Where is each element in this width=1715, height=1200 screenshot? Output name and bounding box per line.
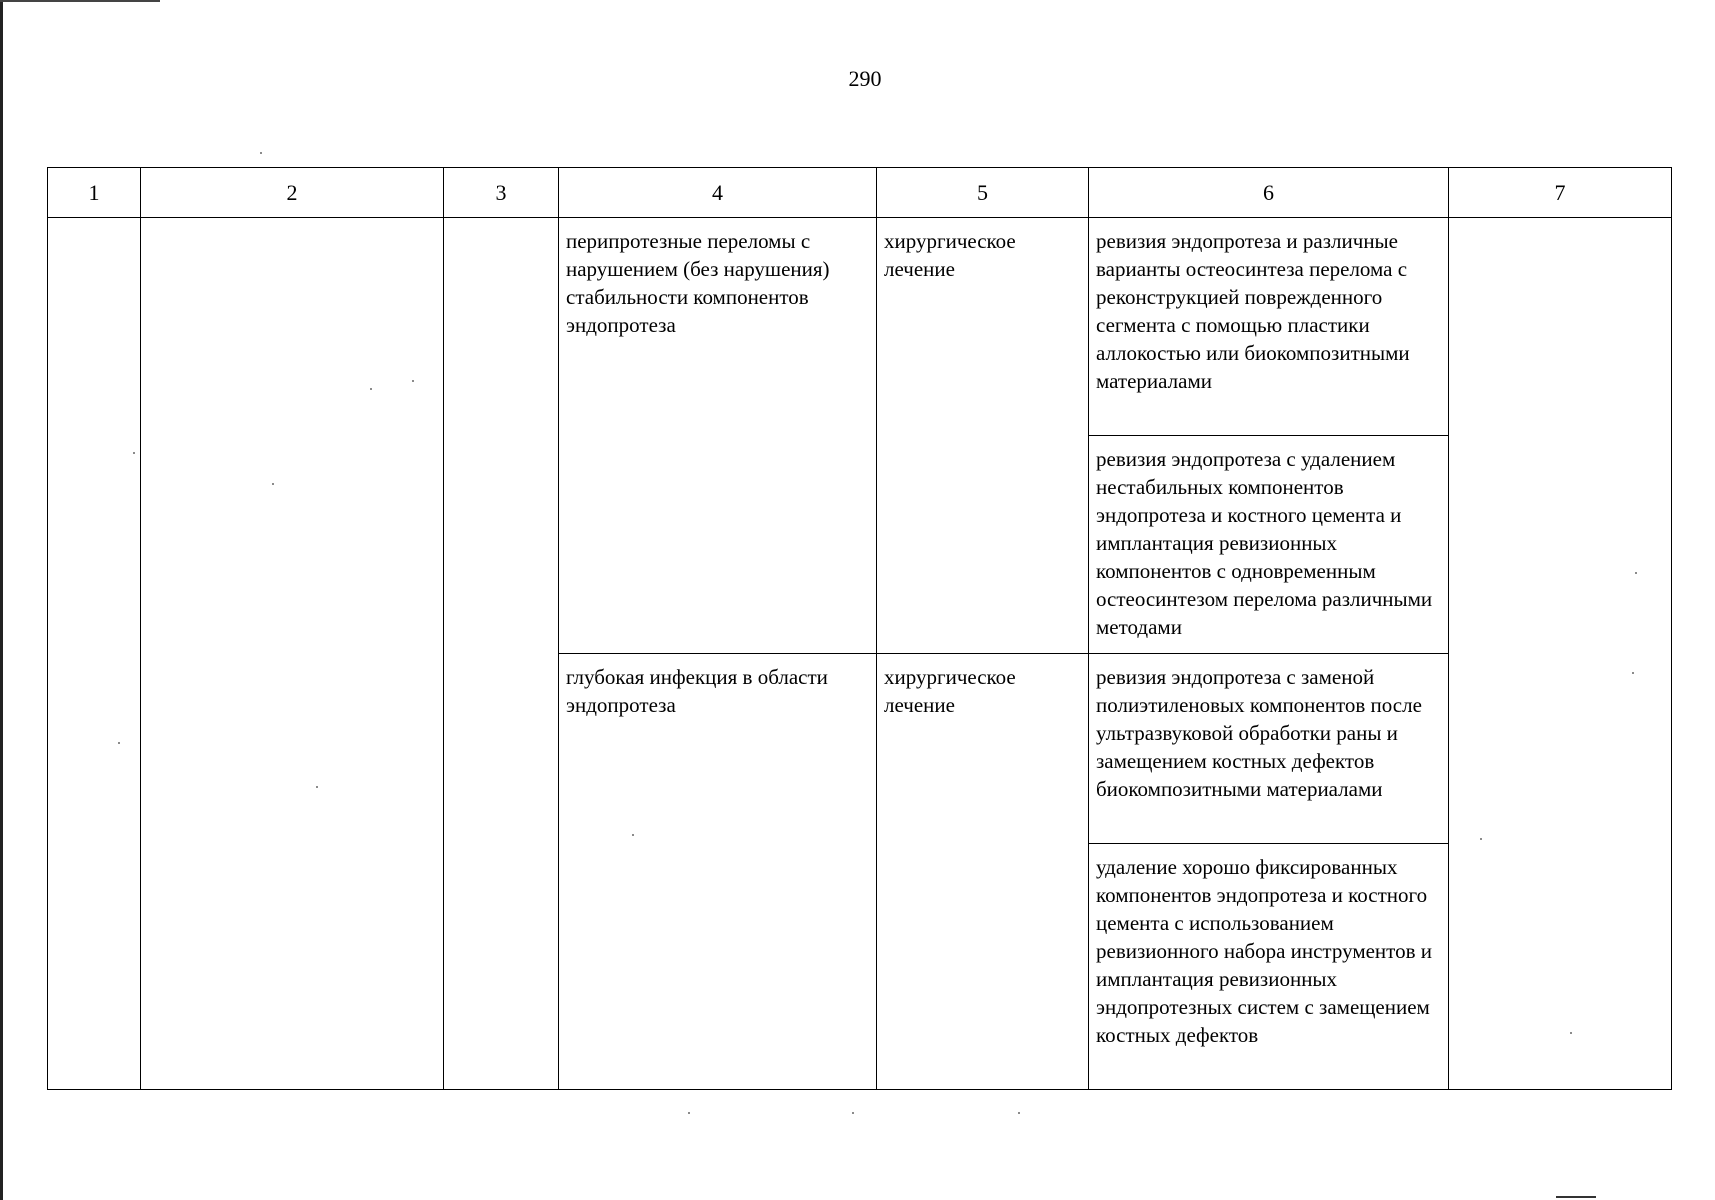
cell-col-3 xyxy=(444,218,559,1090)
scan-speck xyxy=(688,1112,690,1114)
scan-speck xyxy=(852,1112,854,1114)
scan-speck xyxy=(118,742,120,744)
method-text: удаление хорошо фиксированных компонентов эндопротеза и костного цемента с использованием ревизионного набора инструментов и имплантация ревизионных эндопротезных систем с замещением костных дефектов xyxy=(1096,855,1432,1047)
scan-speck xyxy=(1018,1112,1020,1114)
treatment-text: хирургическое лечение xyxy=(884,229,1016,281)
scan-speck xyxy=(370,388,372,390)
column-header-7: 7 xyxy=(1449,168,1672,218)
column-header-1: 1 xyxy=(48,168,141,218)
method-cell xyxy=(1089,436,1449,654)
table-row xyxy=(48,218,1672,436)
scan-top-border xyxy=(0,0,160,2)
scan-speck xyxy=(1635,572,1637,574)
table-header-row xyxy=(48,168,1672,218)
column-header-4: 4 xyxy=(559,168,877,218)
column-header-5: 5 xyxy=(877,168,1089,218)
condition-text: глубокая инфекция в области эндопротеза xyxy=(566,665,828,717)
treatment-text: хирургическое лечение xyxy=(884,665,1016,717)
scan-speck xyxy=(1570,1032,1572,1034)
column-header-6: 6 xyxy=(1089,168,1449,218)
scan-speck xyxy=(412,380,414,382)
condition-text: перипротезные переломы с нарушением (без нарушения) стабильности компонентов эндопротеза xyxy=(566,229,830,337)
scan-speck xyxy=(316,786,318,788)
cell-col-1 xyxy=(48,218,141,1090)
method-text: ревизия эндопротеза и различные варианты остеосинтеза перелома с реконструкцией поврежденного сегмента с помощью пластики аллокостью или биокомпозитными материалами xyxy=(1096,229,1410,393)
condition-cell xyxy=(559,654,877,1090)
scan-speck xyxy=(260,152,262,154)
treatment-cell xyxy=(877,218,1089,654)
treatment-table xyxy=(47,167,1672,1090)
scan-speck xyxy=(272,483,274,485)
column-header-2: 2 xyxy=(141,168,444,218)
cell-col-7 xyxy=(1449,218,1672,1090)
scan-speck xyxy=(1632,672,1634,674)
cell-col-2 xyxy=(141,218,444,1090)
scan-speck xyxy=(1480,838,1482,840)
method-text: ревизия эндопротеза с удалением нестабильных компонентов эндопротеза и костного цемента и имплантация ревизионных компонентов с одновременным остеосинтезом перелома различными методами xyxy=(1096,447,1433,639)
page-number: 290 xyxy=(848,66,882,91)
scan-left-border xyxy=(0,0,3,1200)
column-header-3: 3 xyxy=(444,168,559,218)
scan-edge-mark xyxy=(1556,1196,1596,1198)
scan-speck xyxy=(632,834,634,836)
method-cell xyxy=(1089,654,1449,844)
method-cell xyxy=(1089,844,1449,1090)
method-cell xyxy=(1089,218,1449,436)
scan-speck xyxy=(133,452,135,454)
condition-cell xyxy=(559,218,877,654)
method-text: ревизия эндопротеза с заменой полиэтиленовых компонентов после ультразвуковой обработки раны и замещением костных дефектов биокомпозитными материалами xyxy=(1096,665,1422,801)
treatment-cell xyxy=(877,654,1089,1090)
